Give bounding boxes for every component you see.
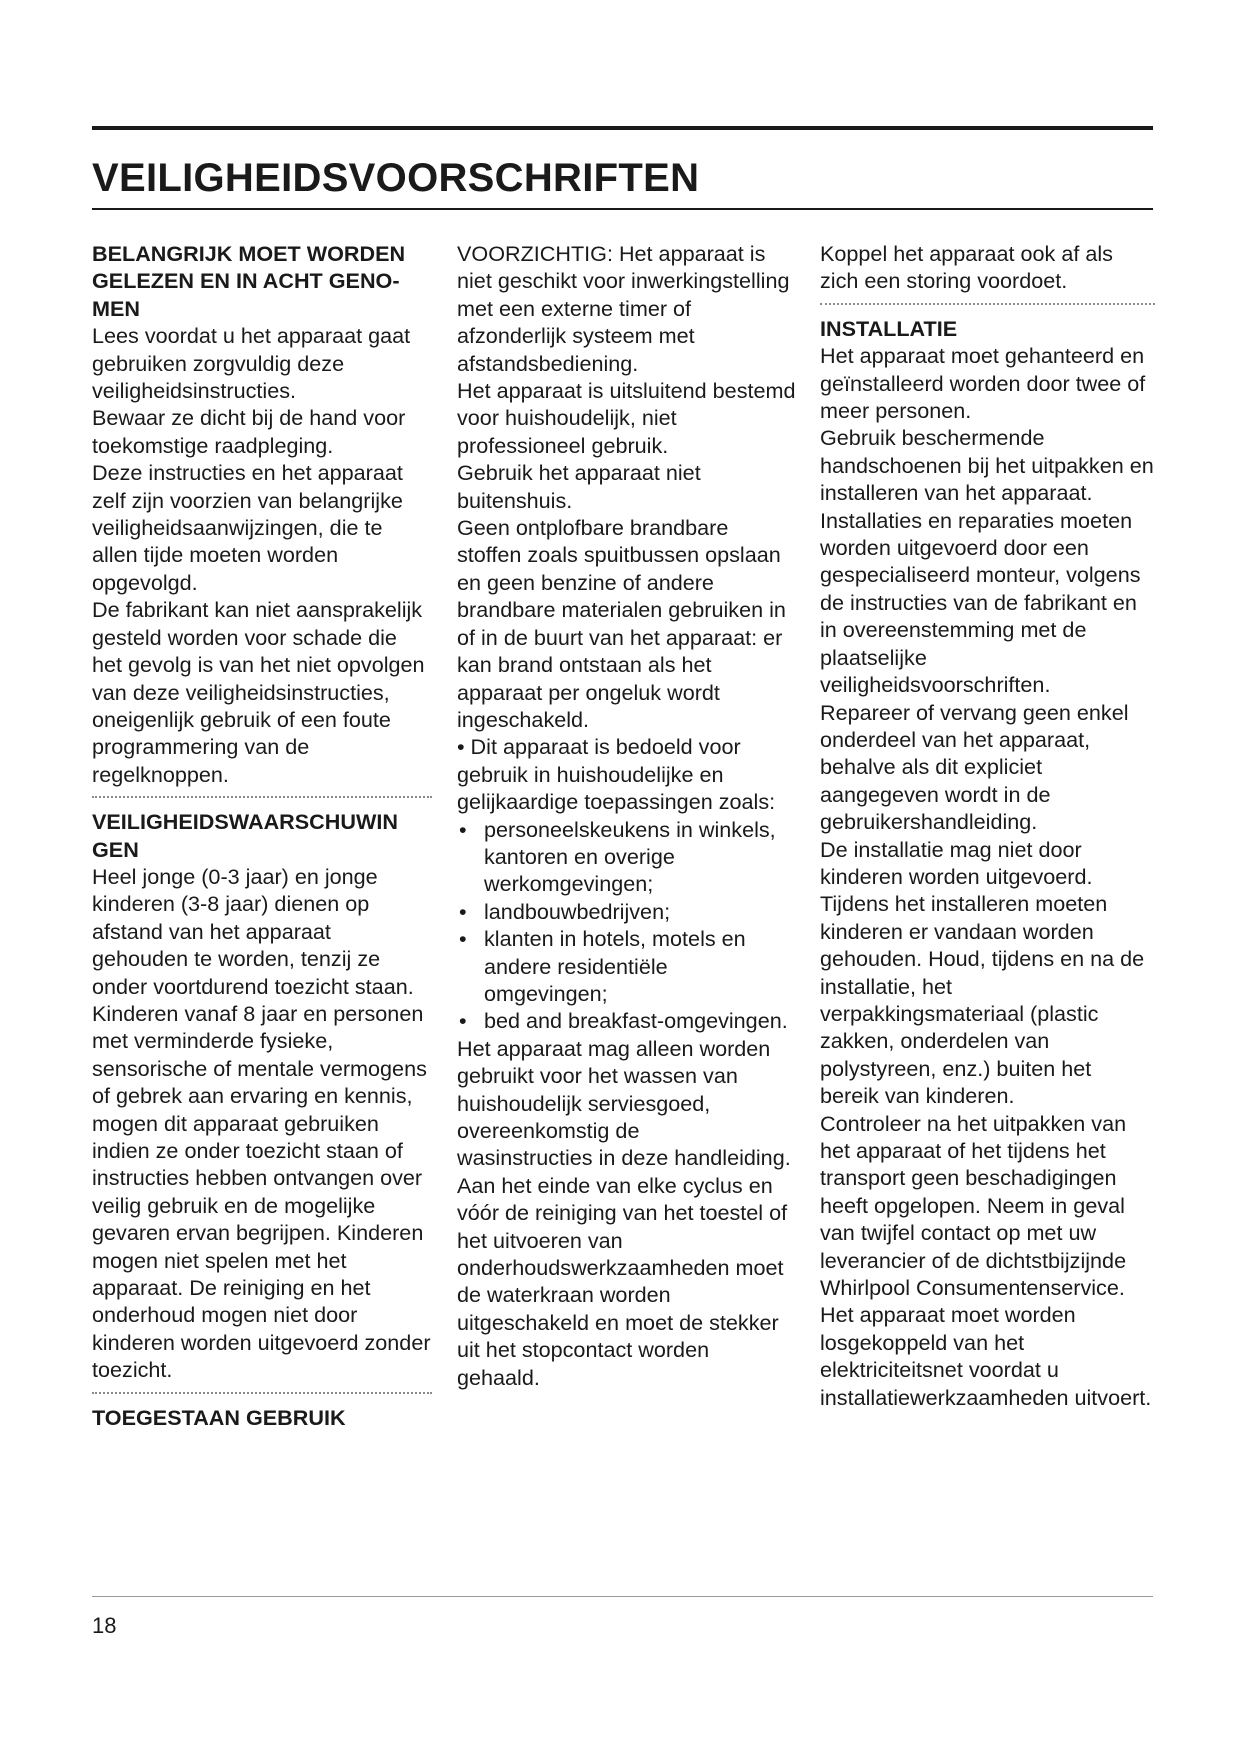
paragraph: Geen ontplofbare brandbare stoffen zoals spuitbussen opslaan en geen benzine of andere brandbare materialen gebruiken in of in de buurt van het apparaat: er kan brand ontstaan als het apparaat per ongeluk wordt ingeschakeld. bbox=[457, 515, 786, 732]
column-3 bbox=[820, 240, 1155, 1411]
section-heading-permitted-use: TOEGESTAAN GEBRUIK bbox=[92, 1404, 346, 1430]
dotted-separator bbox=[92, 1392, 432, 1394]
paragraph: Repareer of vervang geen enkel onderdeel van het apparaat, behalve als dit expliciet aangegeven wordt in de gebruikershandleiding. bbox=[820, 699, 1129, 835]
paragraph: Heel jonge (0-3 jaar) en jonge kinderen (3-8 jaar) dienen op afstand van het apparaat gehouden te worden, tenzij ze onder voortdurend toezicht staan. Kinderen vanaf 8 jaar en personen met verminderde fysieke, sensorische of mentale vermogens of gebrek aan ervaring en kennis, mogen dit apparaat gebruiken indien ze onder toezicht staan of instructies hebben ontvangen over veilig gebruik en de mogelijke gevaren ervan begrijpen. Kinderen mogen niet spelen met het apparaat. De reiniging en het onderhoud mogen niet door kinderen worden uitgevoerd zonder toezicht. bbox=[92, 863, 431, 1383]
top-rule bbox=[92, 126, 1153, 130]
usage-list bbox=[457, 816, 797, 1035]
paragraph: Het apparaat moet worden losgekoppeld van het elektriciteitsnet voordat u installatiewerkzaamheden uitvoert. bbox=[820, 1302, 1152, 1410]
list-item: • personeelskeukens in winkels, kantoren en overige werkomgevingen; bbox=[457, 816, 797, 898]
paragraph: Bewaar ze dicht bij de hand voor toekomstige raadpleging. bbox=[92, 405, 406, 458]
title-rule bbox=[92, 208, 1153, 210]
section-heading-installation: INSTALLATIE bbox=[820, 315, 958, 341]
column-1 bbox=[92, 240, 432, 1431]
paragraph: Gebruik beschermende handschoenen bij het uitpakken en installeren van het apparaat. bbox=[820, 425, 1154, 506]
paragraph: Lees voordat u het apparaat gaat gebruiken zorgvuldig deze veiligheidsinstructies. bbox=[92, 323, 411, 404]
list-item: • klanten in hotels, motels en andere residentiële omgevingen; bbox=[457, 925, 797, 1007]
section-heading-warnings bbox=[92, 808, 432, 863]
page-number: 18 bbox=[92, 1613, 117, 1638]
dotted-separator bbox=[92, 796, 432, 798]
paragraph: De installatie mag niet door kinderen worden uitgevoerd. bbox=[820, 836, 1093, 889]
paragraph: Deze instructies en het apparaat zelf zijn voorzien van belangrijke veiligheidsaanwijzingen, die te allen tijde moeten worden opgevolgd. bbox=[92, 460, 403, 595]
list-item: • bed and breakfast-omgevingen. bbox=[457, 1007, 797, 1034]
footer-rule bbox=[92, 1596, 1153, 1597]
heading-line: GEN bbox=[92, 836, 139, 862]
dotted-separator bbox=[820, 303, 1155, 305]
paragraph: Koppel het apparaat ook af als zich een storing voordoet. bbox=[820, 241, 1113, 294]
paragraph: Gebruik het apparaat niet buitenshuis. bbox=[457, 460, 701, 513]
paragraph: • Dit apparaat is bedoeld voor gebruik in huishoudelijke en gelijkaardige toepassingen zoals: bbox=[457, 734, 776, 815]
paragraph: VOORZICHTIG: Het apparaat is niet geschikt voor inwerkingstelling met een externe timer of afzonderlijk systeem met afstandsbediening. bbox=[457, 241, 790, 376]
paragraph: Installaties en reparaties moeten worden uitgevoerd door een gespecialiseerd monteur, volgens de instructies van de fabrikant en in overeenstemming met de plaatselijke veiligheidsvoorschriften. bbox=[820, 507, 1141, 698]
heading-line: MEN bbox=[92, 295, 140, 321]
paragraph: De fabrikant kan niet aansprakelijk gesteld worden voor schade die het gevolg is van het niet opvolgen van deze veiligheidsinstructies, oneigenlijk gebruik of een foute programmering van de regelknoppen. bbox=[92, 597, 425, 787]
paragraph: wasinstructies in deze handleiding. bbox=[457, 1145, 791, 1171]
section-heading-important bbox=[92, 240, 432, 322]
list-item: • landbouwbedrijven; bbox=[457, 898, 797, 925]
heading-line: BELANGRIJK MOET WORDEN bbox=[92, 241, 406, 266]
paragraph: Controleer na het uitpakken van het apparaat of het tijdens het transport geen beschadigingen heeft opgelopen. Neem in geval van twijfel contact op met uw leverancier of de dichtstbijzijnde Whirlpool Consumentenservice. bbox=[820, 1110, 1127, 1301]
paragraph: Aan het einde van elke cyclus en vóór de reiniging van het toestel of het uitvoeren van onderhoudswerkzaamheden moet de waterkraan worden uitgeschakeld en moet de stekker uit het stopcontact worden gehaald. bbox=[457, 1172, 788, 1390]
paragraph: Het apparaat moet gehanteerd en geïnstalleerd worden door twee of meer personen. bbox=[820, 343, 1146, 424]
paragraph: Het apparaat mag alleen worden gebruikt voor het wassen van huishoudelijk serviesgoed, overeenkomstig de bbox=[457, 1035, 771, 1143]
heading-line: VEILIGHEIDSWAARSCHUWIN bbox=[92, 809, 398, 835]
column-2 bbox=[457, 240, 797, 1391]
paragraph: Tijdens het installeren moeten kinderen er vandaan worden gehouden. Houd, tijdens en na de installatie, het verpakkingsmateriaal (plastic zakken, onderdelen van polystyreen, enz.) buiten het bereik van kinderen. bbox=[820, 891, 1145, 1109]
paragraph: Het apparaat is uitsluitend bestemd voor huishoudelijk, niet professioneel gebruik. bbox=[457, 378, 796, 458]
heading-line: GELEZEN EN IN ACHT GENO- bbox=[92, 268, 400, 294]
page-title: VEILIGHEIDSVOORSCHRIFTEN bbox=[92, 156, 700, 200]
